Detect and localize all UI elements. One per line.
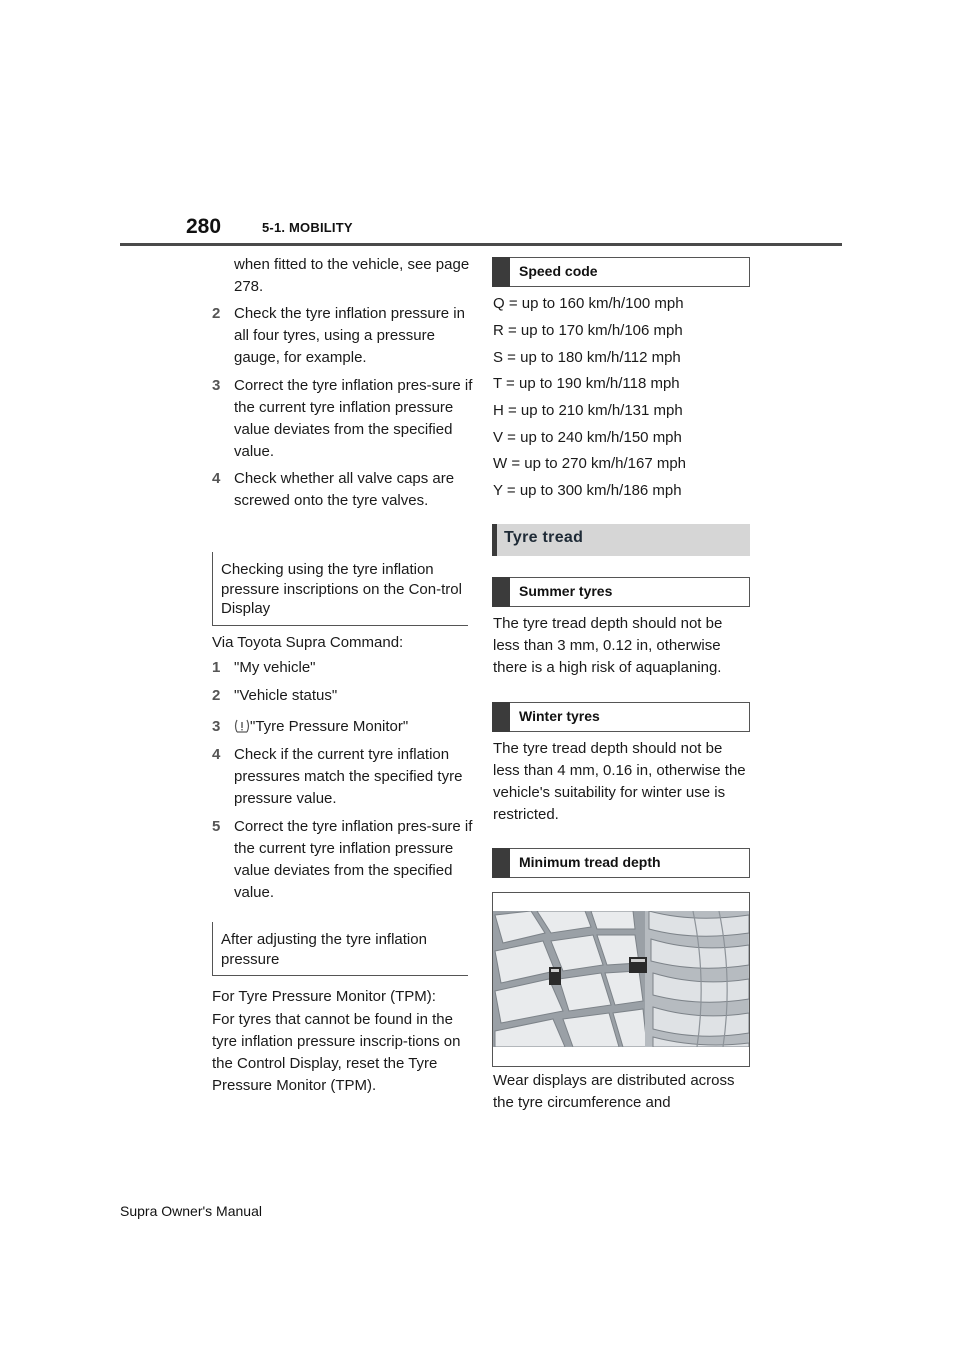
step-item: [212, 816, 472, 908]
tread-illustration-svg: [493, 893, 749, 1066]
tpm-paragraph: For tyres that cannot be found in the tyre inflation pressure inscrip-tions on the Control Display, reset the Tyre Pressure Monitor (TPM).: [212, 1011, 461, 1094]
page-number: 280: [186, 215, 222, 238]
speed-code-item: S = up to 180 km/h/112 mph: [493, 349, 681, 366]
subheading-text: After adjusting the tyre inflation pressure: [221, 931, 427, 968]
step-item: [212, 468, 472, 538]
chapter-title: 5-1. MOBILITY: [262, 220, 353, 235]
subheading-after-adjusting: [212, 922, 468, 976]
step-item: [212, 744, 472, 814]
step-text: "My vehicle": [234, 659, 316, 676]
heading-bar: [492, 848, 510, 878]
step-body: [234, 716, 474, 738]
winter-tyres-heading: [492, 702, 750, 732]
section-label: Tyre tread: [504, 529, 584, 546]
step-item: [212, 716, 472, 738]
wear-displays-text: Wear displays are distributed across the tyre circumference and: [493, 1072, 735, 1111]
step-number: 1: [212, 659, 221, 676]
step-text: Check if the current tyre inflation pressures match the specified tyre pressure value.: [234, 746, 463, 807]
step-text: Check the tyre inflation pressure in all four tyres, using a pressure gauge, for example.: [234, 305, 465, 366]
speed-code-item: V = up to 240 km/h/150 mph: [493, 429, 682, 446]
header-rule: [120, 243, 842, 246]
step-text: Check whether all valve caps are screwed onto the tyre valves.: [234, 470, 455, 509]
heading-label: Speed code: [519, 263, 598, 279]
manual-title: Supra Owner's Manual: [120, 1203, 262, 1219]
speed-code-item: H = up to 210 km/h/131 mph: [493, 402, 683, 419]
step-number: 4: [212, 746, 221, 763]
tpm-line: For Tyre Pressure Monitor (TPM):: [212, 988, 436, 1005]
tyre-warning-icon: [234, 719, 250, 733]
step-number: 3: [212, 718, 221, 735]
heading-bar: [492, 577, 510, 607]
step-number: 2: [212, 305, 221, 322]
section-bar: [492, 524, 497, 556]
intro-continuation: when fitted to the vehicle, see page 278.: [234, 256, 470, 295]
winter-tyres-text: The tyre tread depth should not be less than 4 mm, 0.16 in, otherwise the vehicle's suitability for winter use is restricted.: [493, 740, 746, 823]
speed-code-item: Y = up to 300 km/h/186 mph: [493, 482, 682, 499]
heading-bar: [492, 257, 510, 287]
heading-bar: [492, 702, 510, 732]
step-number: 3: [212, 377, 221, 394]
summer-tyres-heading: [492, 577, 750, 607]
speed-code-heading: [492, 257, 750, 287]
tyre-tread-section-heading: [492, 524, 750, 556]
speed-code-item: W = up to 270 km/h/167 mph: [493, 455, 687, 472]
speed-code-item: T = up to 190 km/h/118 mph: [493, 375, 680, 392]
subheading-checking: [212, 552, 468, 626]
step-text: "Tyre Pressure Monitor": [250, 718, 409, 735]
minimum-tread-heading: [492, 848, 750, 878]
via-command: Via Toyota Supra Command:: [212, 634, 404, 651]
heading-label: Minimum tread depth: [519, 854, 661, 870]
subheading-text: Checking using the tyre inflation pressure inscriptions on the Con-trol Display: [221, 561, 462, 617]
heading-label: Winter tyres: [519, 708, 600, 724]
step-text: Correct the tyre inflation pres-sure if the current tyre inflation pressure value deviates from the specified value.: [234, 818, 473, 901]
step-item: [212, 657, 472, 679]
heading-label: Summer tyres: [519, 583, 613, 599]
step-text: "Vehicle status": [234, 687, 338, 704]
tread-wear-illustration: [492, 892, 750, 1067]
step-number: 4: [212, 470, 221, 487]
step-item: [212, 375, 472, 467]
summer-tyres-text: The tyre tread depth should not be less than 3 mm, 0.12 in, otherwise there is a high risk of aquaplaning.: [493, 615, 723, 676]
step-number: 2: [212, 687, 221, 704]
step-text: Correct the tyre inflation pres-sure if the current tyre inflation pressure value deviates from the specified value.: [234, 377, 473, 460]
speed-code-item: Q = up to 160 km/h/100 mph: [493, 295, 684, 312]
step-number: 5: [212, 818, 221, 835]
step-item: [212, 685, 472, 707]
step-item: [212, 303, 472, 373]
speed-code-item: R = up to 170 km/h/106 mph: [493, 322, 683, 339]
